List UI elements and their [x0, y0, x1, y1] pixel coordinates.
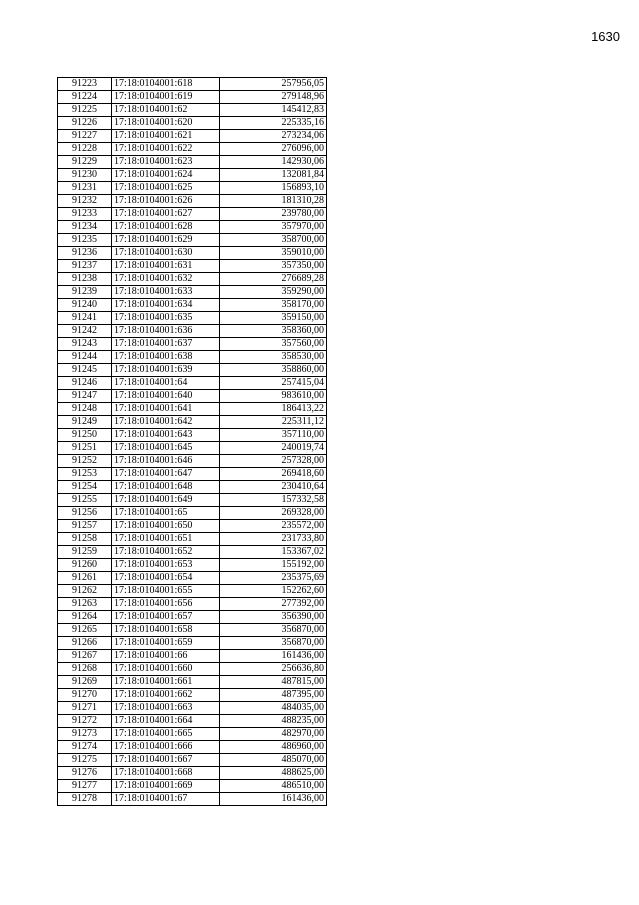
row-number-cell: 91225	[58, 104, 112, 117]
cadastral-number-cell: 17:18:0104001:639	[112, 364, 220, 377]
cadastral-value-cell: 153367,02	[220, 546, 327, 559]
table-row	[58, 715, 327, 728]
table-row	[58, 312, 327, 325]
table-row	[58, 481, 327, 494]
cadastral-value-cell: 358860,00	[220, 364, 327, 377]
cadastral-number-cell: 17:18:0104001:640	[112, 390, 220, 403]
row-number-cell: 91269	[58, 676, 112, 689]
table-row	[58, 325, 327, 338]
table-row	[58, 299, 327, 312]
cadastral-number-cell: 17:18:0104001:634	[112, 299, 220, 312]
cadastral-value-cell: 273234,06	[220, 130, 327, 143]
cadastral-value-cell: 230410,64	[220, 481, 327, 494]
table-row	[58, 247, 327, 260]
cadastral-number-cell: 17:18:0104001:661	[112, 676, 220, 689]
row-number-cell: 91254	[58, 481, 112, 494]
table-row	[58, 338, 327, 351]
cadastral-number-cell: 17:18:0104001:656	[112, 598, 220, 611]
table-row	[58, 494, 327, 507]
cadastral-value-cell: 359150,00	[220, 312, 327, 325]
cadastral-value-cell: 357970,00	[220, 221, 327, 234]
row-number-cell: 91236	[58, 247, 112, 260]
table-row	[58, 637, 327, 650]
row-number-cell: 91229	[58, 156, 112, 169]
cadastral-value-cell: 181310,28	[220, 195, 327, 208]
cadastral-number-cell: 17:18:0104001:665	[112, 728, 220, 741]
cadastral-number-cell: 17:18:0104001:652	[112, 546, 220, 559]
table-row	[58, 195, 327, 208]
row-number-cell: 91261	[58, 572, 112, 585]
cadastral-number-cell: 17:18:0104001:651	[112, 533, 220, 546]
cadastral-number-cell: 17:18:0104001:660	[112, 663, 220, 676]
row-number-cell: 91231	[58, 182, 112, 195]
cadastral-value-cell: 276689,28	[220, 273, 327, 286]
page-number: 1630	[591, 29, 620, 44]
row-number-cell: 91270	[58, 689, 112, 702]
cadastral-value-cell: 257956,05	[220, 78, 327, 91]
row-number-cell: 91252	[58, 455, 112, 468]
cadastral-value-cell: 132081,84	[220, 169, 327, 182]
row-number-cell: 91235	[58, 234, 112, 247]
cadastral-value-cell: 358700,00	[220, 234, 327, 247]
cadastral-value-cell: 231733,80	[220, 533, 327, 546]
cadastral-value-cell: 358170,00	[220, 299, 327, 312]
cadastral-value-cell: 482970,00	[220, 728, 327, 741]
table-row	[58, 364, 327, 377]
row-number-cell: 91256	[58, 507, 112, 520]
cadastral-value-cell: 486510,00	[220, 780, 327, 793]
table-row	[58, 442, 327, 455]
cadastral-value-cell: 142930,06	[220, 156, 327, 169]
cadastral-number-cell: 17:18:0104001:632	[112, 273, 220, 286]
cadastral-number-cell: 17:18:0104001:625	[112, 182, 220, 195]
cadastral-number-cell: 17:18:0104001:629	[112, 234, 220, 247]
cadastral-number-cell: 17:18:0104001:642	[112, 416, 220, 429]
cadastral-number-cell: 17:18:0104001:67	[112, 793, 220, 806]
table-row	[58, 793, 327, 806]
cadastral-number-cell: 17:18:0104001:653	[112, 559, 220, 572]
row-number-cell: 91275	[58, 754, 112, 767]
cadastral-number-cell: 17:18:0104001:620	[112, 117, 220, 130]
table-row	[58, 507, 327, 520]
table-row	[58, 455, 327, 468]
table-row	[58, 572, 327, 585]
cadastral-number-cell: 17:18:0104001:638	[112, 351, 220, 364]
cadastral-number-cell: 17:18:0104001:646	[112, 455, 220, 468]
row-number-cell: 91249	[58, 416, 112, 429]
cadastral-value-cell: 240019,74	[220, 442, 327, 455]
table-row	[58, 611, 327, 624]
table-row	[58, 598, 327, 611]
cadastral-number-cell: 17:18:0104001:619	[112, 91, 220, 104]
table-row	[58, 702, 327, 715]
row-number-cell: 91255	[58, 494, 112, 507]
cadastral-number-cell: 17:18:0104001:633	[112, 286, 220, 299]
cadastral-value-table	[57, 77, 327, 806]
row-number-cell: 91233	[58, 208, 112, 221]
cadastral-number-cell: 17:18:0104001:645	[112, 442, 220, 455]
row-number-cell: 91232	[58, 195, 112, 208]
cadastral-value-cell: 276096,00	[220, 143, 327, 156]
cadastral-number-cell: 17:18:0104001:649	[112, 494, 220, 507]
row-number-cell: 91267	[58, 650, 112, 663]
cadastral-number-cell: 17:18:0104001:62	[112, 104, 220, 117]
table-row	[58, 182, 327, 195]
row-number-cell: 91268	[58, 663, 112, 676]
cadastral-value-cell: 356390,00	[220, 611, 327, 624]
row-number-cell: 91263	[58, 598, 112, 611]
row-number-cell: 91248	[58, 403, 112, 416]
cadastral-number-cell: 17:18:0104001:628	[112, 221, 220, 234]
cadastral-value-cell: 359290,00	[220, 286, 327, 299]
cadastral-value-cell: 487395,00	[220, 689, 327, 702]
table-row	[58, 104, 327, 117]
cadastral-value-cell: 239780,00	[220, 208, 327, 221]
cadastral-value-cell: 484035,00	[220, 702, 327, 715]
row-number-cell: 91262	[58, 585, 112, 598]
cadastral-number-cell: 17:18:0104001:657	[112, 611, 220, 624]
cadastral-value-cell: 257328,00	[220, 455, 327, 468]
table-row	[58, 780, 327, 793]
cadastral-number-cell: 17:18:0104001:664	[112, 715, 220, 728]
row-number-cell: 91247	[58, 390, 112, 403]
table-row	[58, 273, 327, 286]
table-row	[58, 351, 327, 364]
cadastral-number-cell: 17:18:0104001:667	[112, 754, 220, 767]
cadastral-value-cell: 257415,04	[220, 377, 327, 390]
table-row	[58, 377, 327, 390]
table-row	[58, 78, 327, 91]
table-row	[58, 390, 327, 403]
table-row	[58, 429, 327, 442]
table-row	[58, 117, 327, 130]
cadastral-number-cell: 17:18:0104001:623	[112, 156, 220, 169]
table-row	[58, 208, 327, 221]
row-number-cell: 91272	[58, 715, 112, 728]
row-number-cell: 91276	[58, 767, 112, 780]
cadastral-number-cell: 17:18:0104001:658	[112, 624, 220, 637]
cadastral-number-cell: 17:18:0104001:643	[112, 429, 220, 442]
row-number-cell: 91246	[58, 377, 112, 390]
table-row	[58, 559, 327, 572]
cadastral-value-cell: 155192,00	[220, 559, 327, 572]
row-number-cell: 91227	[58, 130, 112, 143]
table-row	[58, 468, 327, 481]
cadastral-value-cell: 357350,00	[220, 260, 327, 273]
cadastral-value-cell: 161436,00	[220, 650, 327, 663]
cadastral-value-cell: 269328,00	[220, 507, 327, 520]
cadastral-value-cell: 485070,00	[220, 754, 327, 767]
table-row	[58, 234, 327, 247]
table-row	[58, 403, 327, 416]
cadastral-number-cell: 17:18:0104001:662	[112, 689, 220, 702]
row-number-cell: 91250	[58, 429, 112, 442]
cadastral-value-cell: 358530,00	[220, 351, 327, 364]
row-number-cell: 91240	[58, 299, 112, 312]
table-row	[58, 663, 327, 676]
cadastral-number-cell: 17:18:0104001:647	[112, 468, 220, 481]
row-number-cell: 91223	[58, 78, 112, 91]
cadastral-value-cell: 357110,00	[220, 429, 327, 442]
cadastral-number-cell: 17:18:0104001:626	[112, 195, 220, 208]
cadastral-value-cell: 161436,00	[220, 793, 327, 806]
cadastral-value-cell: 486960,00	[220, 741, 327, 754]
cadastral-number-cell: 17:18:0104001:650	[112, 520, 220, 533]
cadastral-value-cell: 225335,16	[220, 117, 327, 130]
cadastral-number-cell: 17:18:0104001:630	[112, 247, 220, 260]
table-row	[58, 260, 327, 273]
cadastral-number-cell: 17:18:0104001:64	[112, 377, 220, 390]
table-row	[58, 650, 327, 663]
row-number-cell: 91230	[58, 169, 112, 182]
table-row	[58, 689, 327, 702]
row-number-cell: 91260	[58, 559, 112, 572]
row-number-cell: 91237	[58, 260, 112, 273]
cadastral-number-cell: 17:18:0104001:666	[112, 741, 220, 754]
cadastral-number-cell: 17:18:0104001:618	[112, 78, 220, 91]
table-row	[58, 754, 327, 767]
row-number-cell: 91239	[58, 286, 112, 299]
cadastral-value-cell: 235572,00	[220, 520, 327, 533]
table-row	[58, 416, 327, 429]
cadastral-number-cell: 17:18:0104001:655	[112, 585, 220, 598]
cadastral-number-cell: 17:18:0104001:663	[112, 702, 220, 715]
row-number-cell: 91242	[58, 325, 112, 338]
table-row	[58, 143, 327, 156]
row-number-cell: 91257	[58, 520, 112, 533]
cadastral-number-cell: 17:18:0104001:624	[112, 169, 220, 182]
cadastral-value-cell: 356870,00	[220, 637, 327, 650]
table-row	[58, 286, 327, 299]
row-number-cell: 91274	[58, 741, 112, 754]
cadastral-value-cell: 145412,83	[220, 104, 327, 117]
row-number-cell: 91264	[58, 611, 112, 624]
row-number-cell: 91258	[58, 533, 112, 546]
row-number-cell: 91243	[58, 338, 112, 351]
table-body	[58, 78, 327, 806]
table-row	[58, 91, 327, 104]
row-number-cell: 91241	[58, 312, 112, 325]
row-number-cell: 91278	[58, 793, 112, 806]
cadastral-value-cell: 235375,69	[220, 572, 327, 585]
cadastral-value-cell: 152262,60	[220, 585, 327, 598]
cadastral-value-cell: 277392,00	[220, 598, 327, 611]
row-number-cell: 91253	[58, 468, 112, 481]
cadastral-value-cell: 157332,58	[220, 494, 327, 507]
cadastral-number-cell: 17:18:0104001:659	[112, 637, 220, 650]
table-row	[58, 130, 327, 143]
cadastral-number-cell: 17:18:0104001:622	[112, 143, 220, 156]
row-number-cell: 91224	[58, 91, 112, 104]
table-row	[58, 624, 327, 637]
cadastral-number-cell: 17:18:0104001:65	[112, 507, 220, 520]
cadastral-number-cell: 17:18:0104001:636	[112, 325, 220, 338]
row-number-cell: 91245	[58, 364, 112, 377]
row-number-cell: 91266	[58, 637, 112, 650]
row-number-cell: 91228	[58, 143, 112, 156]
cadastral-value-cell: 186413,22	[220, 403, 327, 416]
table-row	[58, 728, 327, 741]
cadastral-number-cell: 17:18:0104001:641	[112, 403, 220, 416]
cadastral-value-cell: 156893,10	[220, 182, 327, 195]
cadastral-value-cell: 488625,00	[220, 767, 327, 780]
table-row	[58, 676, 327, 689]
cadastral-value-cell: 487815,00	[220, 676, 327, 689]
cadastral-number-cell: 17:18:0104001:669	[112, 780, 220, 793]
table-row	[58, 169, 327, 182]
cadastral-value-cell: 225311,12	[220, 416, 327, 429]
row-number-cell: 91234	[58, 221, 112, 234]
table-row	[58, 546, 327, 559]
row-number-cell: 91244	[58, 351, 112, 364]
table-row	[58, 767, 327, 780]
row-number-cell: 91251	[58, 442, 112, 455]
row-number-cell: 91226	[58, 117, 112, 130]
row-number-cell: 91265	[58, 624, 112, 637]
table-row	[58, 520, 327, 533]
cadastral-number-cell: 17:18:0104001:637	[112, 338, 220, 351]
cadastral-number-cell: 17:18:0104001:621	[112, 130, 220, 143]
cadastral-value-cell: 356870,00	[220, 624, 327, 637]
cadastral-value-cell: 256636,80	[220, 663, 327, 676]
table-row	[58, 533, 327, 546]
cadastral-number-cell: 17:18:0104001:66	[112, 650, 220, 663]
table-row	[58, 741, 327, 754]
table-row	[58, 156, 327, 169]
cadastral-value-cell: 358360,00	[220, 325, 327, 338]
cadastral-value-cell: 983610,00	[220, 390, 327, 403]
row-number-cell: 91238	[58, 273, 112, 286]
cadastral-number-cell: 17:18:0104001:631	[112, 260, 220, 273]
cadastral-value-cell: 488235,00	[220, 715, 327, 728]
cadastral-value-cell: 279148,96	[220, 91, 327, 104]
table-row	[58, 585, 327, 598]
cadastral-number-cell: 17:18:0104001:648	[112, 481, 220, 494]
row-number-cell: 91277	[58, 780, 112, 793]
row-number-cell: 91273	[58, 728, 112, 741]
cadastral-number-cell: 17:18:0104001:654	[112, 572, 220, 585]
row-number-cell: 91259	[58, 546, 112, 559]
cadastral-number-cell: 17:18:0104001:627	[112, 208, 220, 221]
cadastral-value-cell: 269418,60	[220, 468, 327, 481]
cadastral-value-cell: 357560,00	[220, 338, 327, 351]
cadastral-number-cell: 17:18:0104001:668	[112, 767, 220, 780]
cadastral-value-cell: 359010,00	[220, 247, 327, 260]
cadastral-number-cell: 17:18:0104001:635	[112, 312, 220, 325]
row-number-cell: 91271	[58, 702, 112, 715]
table-row	[58, 221, 327, 234]
